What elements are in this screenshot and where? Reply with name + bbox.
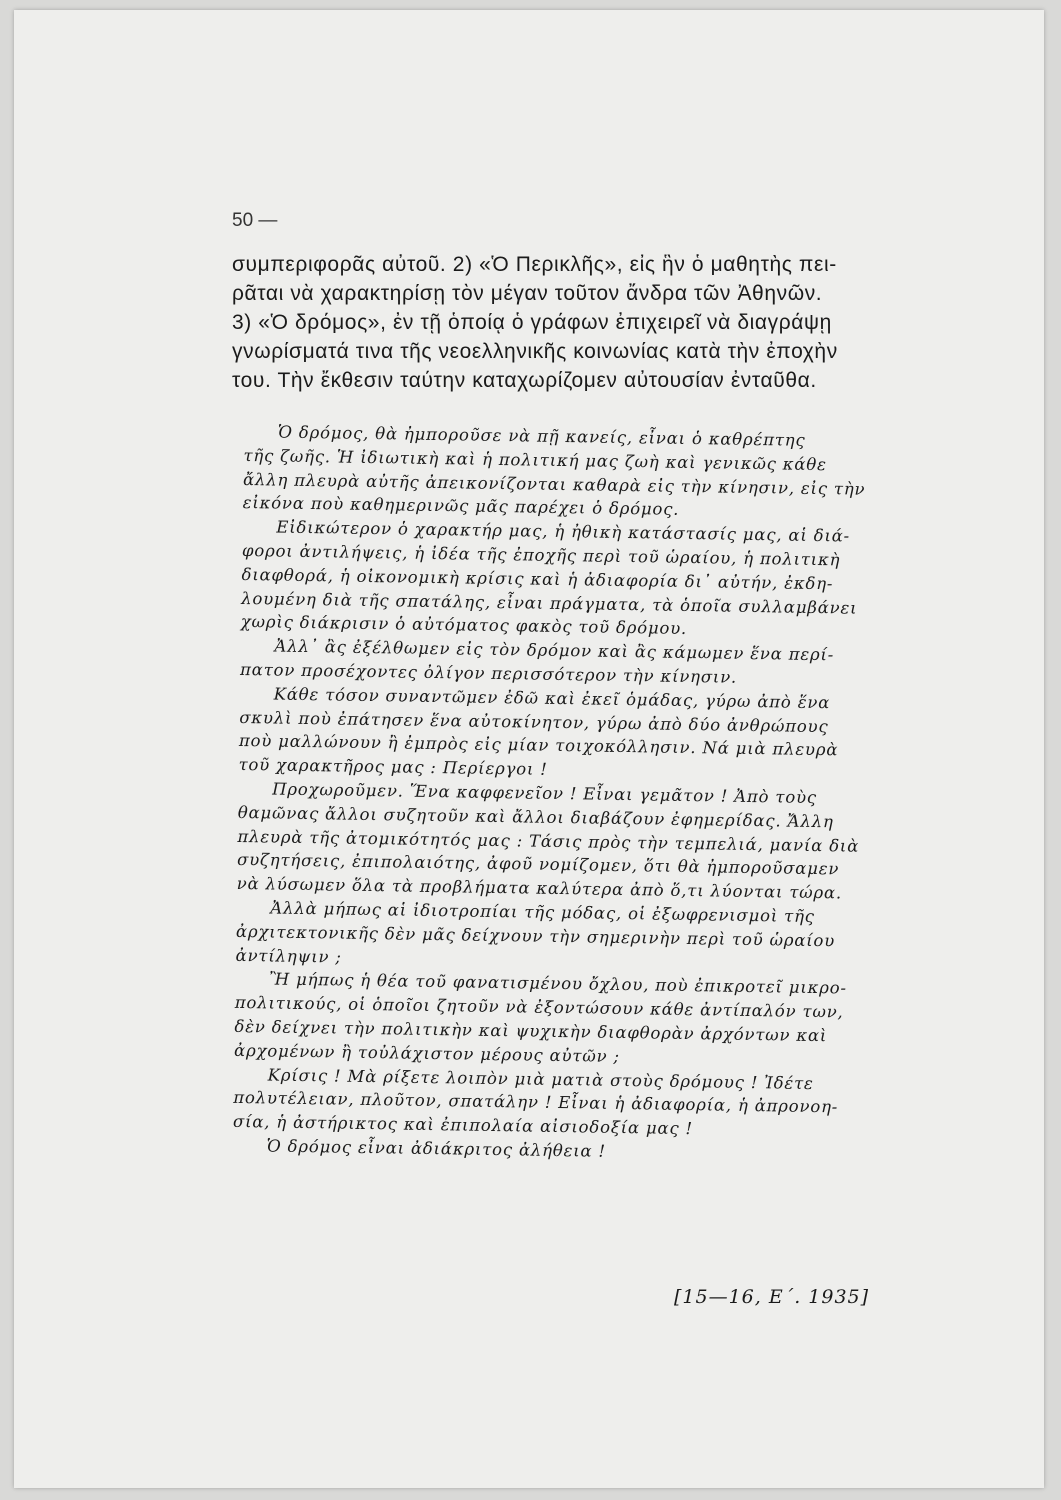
essay-line: Προχωροῦμεν. Ἕνα καφφενεῖον ! Εἶναι γεμᾶτον ! Ἀπὸ τοὺς [272,779,818,807]
essay-line: πολυτέλειαν, πλοῦτον, σπατάλην ! Εἶναι ἡ ἀδιαφορία, ἡ ἀπρονοη- [233,1088,839,1117]
essay-line: Κάθε τόσον συναντῶμεν ἐδῶ καὶ ἐκεῖ ὁμάδας, γύρω ἀπὸ ἕνα [273,684,831,713]
essay-line: Κρίσις ! Μὰ ρίξετε λοιπὸν μιὰ ματιὰ στοὺς δρόμους ! Ἰδέτε [267,1064,814,1093]
essay-line: συζητήσεις, ἐπιπολαιότης, ἀφοῦ νομίζομεν, ὅτι θὰ ἠμποροῦσαμεν [236,850,840,879]
essay-line: εἰκόνα ποὺ καθημερινῶς μᾶς παρέχει ὁ δρόμος. [242,493,680,520]
page-number: 50 — [232,210,278,231]
essay-line: Ἀλλὰ μήπως αἱ ἰδιοτροπίαι τῆς μόδας, οἱ ἐξωφρενισμοὶ τῆς [270,898,815,926]
essay-line: ἀντίληψιν ; [235,945,342,967]
essay-line: πλευρὰ τῆς ἀτομικότητός μας : Τάσις πρὸς τὴν τεμπελιά, μανία διὰ [237,826,860,856]
essay-line: τοῦ χαρακτῆρος μας : Περίεργοι ! [238,755,548,779]
essay-line: Ὁ δρόμος εἶναι ἀδιάκριτος ἀλήθεια ! [266,1136,607,1161]
date-signature: [15—16, Ε΄. 1935] [674,1286,870,1308]
essay-line: Εἰδικώτερον ὁ χαρακτήρ μας, ἡ ἠθικὴ κατάστασίς μας, αἱ διά- [276,517,851,546]
essay-line: ἀρχομένων ἢ τοὐλάχιστον μέρους αὐτῶν ; [233,1040,620,1066]
essay-line: διαφθορά, ἡ οἰκονομικὴ κρίσις καὶ ἡ ἀδιαφορία δι᾽ αὐτήν, ἐκδη- [241,564,834,594]
essay-line: Ἀλλ᾽ ἂς ἐξέλθωμεν εἰς τὸν δρόμον καὶ ἂς κάμωμεν ἕνα περί- [274,636,835,665]
essay-line: ἄλλη πλευρὰ αὐτῆς ἀπεικονίζονται καθαρὰ εἰς τὴν κίνησιν, εἰς τὴν [242,469,866,499]
essay-line: χωρὶς διάκρισιν ὁ αὐτόματος φακὸς τοῦ δρόμου. [240,612,688,639]
essay-line: πολιτικούς, οἱ ὁποῖοι ζητοῦν νὰ ἐξοντώσουν κάθε ἀντίπαλόν των, [234,993,844,1022]
essay-line: ποὺ μαλλώνουν ἢ ἐμπρὸς εἰς μίαν τοιχοκόλλησιν. Νά μιὰ πλευρὰ [238,731,839,760]
book-page [14,10,1044,1488]
essay-line: πατον προσέχοντες ὀλίγον περισσότερον τὴν κίνησιν. [239,659,738,687]
essay-line: νὰ λύσωμεν ὅλα τὰ προβλήματα καλύτερα ἀπὸ ὅ,τι λύονται τώρα. [236,874,843,903]
intro-line: 3) «Ὁ δρόμος», ἐν τῇ ὁποίᾳ ὁ γράφων ἐπιχειρεῖ νὰ διαγράψῃ [232,311,832,334]
essay-line: θαμῶνας ἄλλοι συζητοῦν καὶ ἄλλοι διαβάζουν ἐφημερίδας. Ἄλλη [237,802,834,832]
intro-line: γνωρίσματά τινα τῆς νεοελληνικῆς κοινωνίας κατὰ τὴν ἐποχὴν [232,340,838,363]
intro-line: του. Τὴν ἔκθεσιν ταύτην καταχωρίζομεν αὐτουσίαν ἐνταῦθα. [232,369,817,392]
essay-line: Ὁ δρόμος, θὰ ἠμποροῦσε νὰ πῇ κανείς, εἶναι ὁ καθρέπτης [277,422,806,450]
essay-line: δὲν δείχνει τὴν πολιτικὴν καὶ ψυχικὴν διαφθορὰν ἀρχόντων καὶ [234,1016,828,1046]
intro-line: ρᾶται νὰ χαρακτηρίσῃ τὸν μέγαν τοῦτον ἄνδρα τῶν Ἀθηνῶν. [232,282,823,305]
essay-line: σία, ἡ ἀστήρικτος καὶ ἐπιπολαία αἰσιοδοξία μας ! [232,1112,694,1139]
intro-paragraph [232,250,948,395]
essay-line: σκυλὶ ποὺ ἐπάτησεν ἕνα αὐτοκίνητον, γύρω ἀπὸ δύο ἀνθρώπους [239,707,829,736]
essay-line: τῆς ζωῆς. Ἡ ἰδιωτικὴ καὶ ἡ πολιτική μας ζωὴ καὶ γενικῶς κάθε [243,445,827,474]
essay-line: φοροι ἀντιλήψεις, ἡ ἰδέα τῆς ἐποχῆς περὶ τοῦ ὡραίου, ἡ πολιτικὴ [241,540,841,570]
intro-line: συμπεριφορᾶς αὐτοῦ. 2) «Ὁ Περικλῆς», εἰς ἣν ὁ μαθητὴς πει- [232,253,837,276]
essay-body [232,420,944,1169]
essay-line: Ἢ μήπως ἡ θέα τοῦ φανατισμένου ὄχλου, ποὺ ἐπικροτεῖ μικρο- [269,969,847,998]
essay-line: ἀρχιτεκτονικῆς δὲν μᾶς δείχνουν τὴν σημερινὴν περὶ τοῦ ὡραίου [235,921,836,951]
essay-line: λουμένη διὰ τῆς σπατάλης, εἶναι πράγματα, τὰ ὁποῖα συλλαμβάνει [241,588,858,618]
